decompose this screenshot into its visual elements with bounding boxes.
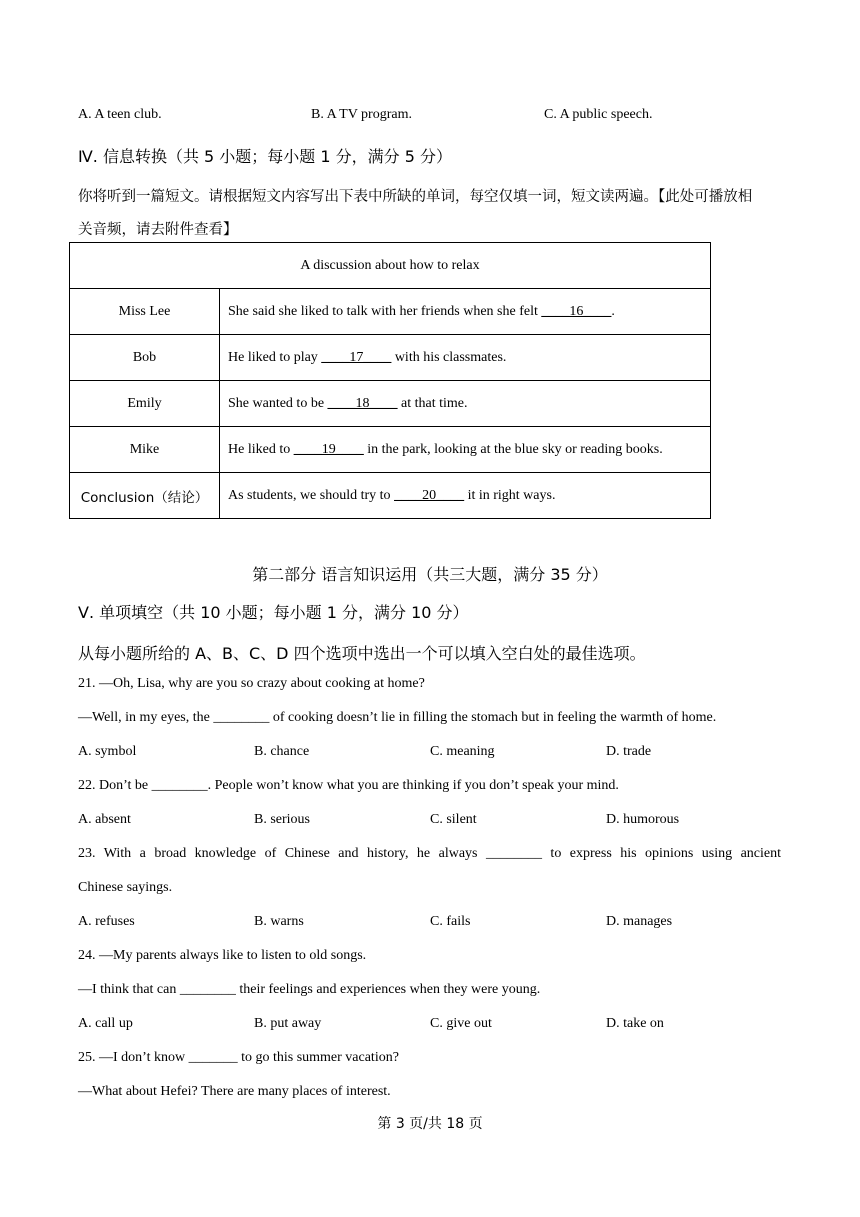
section5-instruction: 从每小题所给的 A、B、C、D 四个选项中选出一个可以填入空白处的最佳选项。 <box>78 644 646 663</box>
q22-option-b: B. serious <box>254 812 310 827</box>
q21-line1: 21. —Oh, Lisa, why are you so crazy about cooking at home? <box>78 676 425 691</box>
table-title: A discussion about how to relax <box>70 243 711 289</box>
row-name: Bob <box>70 335 220 381</box>
row-content: She wanted to be ____18____ at that time. <box>220 381 711 427</box>
q23-option-c: C. fails <box>430 914 471 929</box>
section4-instruction-line1: 你将听到一篇短文。请根据短文内容写出下表中所缺的单词，每空仅填一词，短文读两遍。【此处可播放相 <box>78 189 753 205</box>
row-name: Miss Lee <box>70 289 220 335</box>
section4-instruction-line2: 关音频，请去附件查看】 <box>78 222 238 238</box>
blank-19: ____19____ <box>293 441 364 457</box>
blank-16: ____16____ <box>541 303 612 319</box>
table-row <box>70 289 711 335</box>
row-name: Emily <box>70 381 220 427</box>
row-content: He liked to play ____17____ with his classmates. <box>220 335 711 381</box>
q21-option-c: C. meaning <box>430 744 495 759</box>
q24-option-a: A. call up <box>78 1016 133 1031</box>
q21-option-d: D. trade <box>606 744 652 759</box>
row-name: Mike <box>70 427 220 473</box>
q23-option-d: D. manages <box>606 914 673 929</box>
prev-option-c: C. A public speech. <box>544 107 653 122</box>
table-row <box>70 427 711 473</box>
blank-20: ____20____ <box>394 487 465 503</box>
table-title-row <box>70 243 711 289</box>
q24-option-c: C. give out <box>430 1016 492 1031</box>
row-content: He liked to ____19____ in the park, looking at the blue sky or reading books. <box>220 427 711 473</box>
q22-option-c: C. silent <box>430 812 477 827</box>
prev-option-b: B. A TV program. <box>311 107 412 122</box>
q23-line2: Chinese sayings. <box>78 880 173 895</box>
q22-option-d: D. humorous <box>606 812 680 827</box>
q24-option-d: D. take on <box>606 1016 664 1031</box>
q23-option-a: A. refuses <box>78 914 135 929</box>
q24-line1: 24. —My parents always like to listen to old songs. <box>78 948 367 963</box>
q21-option-b: B. chance <box>254 744 310 759</box>
q23-option-b: B. warns <box>254 914 304 929</box>
table-row <box>70 473 711 519</box>
q22-line1: 22. Don’t be ________. People won’t know what you are thinking if you don’t speak your mind. <box>78 778 619 793</box>
prev-option-a: A. A teen club. <box>78 107 162 122</box>
table-row <box>70 335 711 381</box>
row-content: She said she liked to talk with her friends when she felt ____16____. <box>220 289 711 335</box>
table-row <box>70 381 711 427</box>
q21-line2: —Well, in my eyes, the ________ of cooking doesn’t lie in filling the stomach but in feeling the warmth of home. <box>78 710 717 725</box>
row-name: Conclusion（结论） <box>70 473 220 519</box>
part2-heading: 第二部分 语言知识运用（共三大题，满分 35 分） <box>252 565 608 584</box>
q24-line2: —I think that can ________ their feelings and experiences when they were young. <box>78 982 541 997</box>
page-number: 第 3 页/共 18 页 <box>377 1116 483 1132</box>
info-table <box>69 242 711 519</box>
q25-line2: —What about Hefei? There are many places of interest. <box>78 1084 391 1099</box>
q23-line1: 23. With a broad knowledge of Chinese and history, he always ________ to express his opinions using ancient <box>78 846 781 861</box>
blank-18: ____18____ <box>327 395 398 411</box>
q25-line1: 25. —I don’t know _______ to go this summer vacation? <box>78 1050 399 1065</box>
q24-option-b: B. put away <box>254 1016 322 1031</box>
row-content: As students, we should try to ____20____ it in right ways. <box>220 473 711 519</box>
section4-heading: Ⅳ. 信息转换（共 5 小题；每小题 1 分，满分 5 分） <box>78 147 452 166</box>
blank-17: ____17____ <box>321 349 392 365</box>
q22-option-a: A. absent <box>78 812 131 827</box>
section5-heading: Ⅴ. 单项填空（共 10 小题；每小题 1 分，满分 10 分） <box>78 603 469 622</box>
q21-option-a: A. symbol <box>78 744 137 759</box>
